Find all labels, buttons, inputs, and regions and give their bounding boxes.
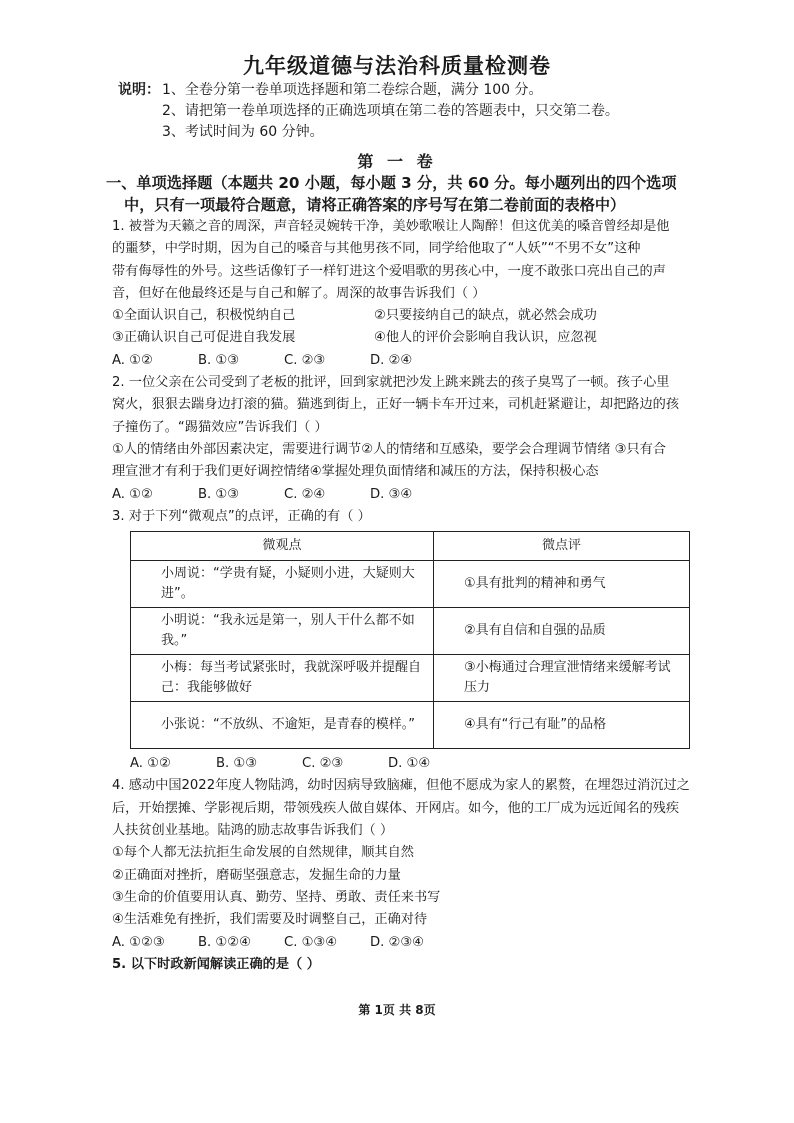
question-stem-line: 5. 以下时政新闻解读正确的是（ ） (112, 956, 320, 972)
instruction-item: 1、全卷分第一卷单项选择题和第二卷综合题，满分 100 分。 (162, 82, 543, 98)
instructions (118, 80, 758, 143)
volume-heading: 第 一 卷 (357, 152, 437, 171)
instruction-item: 3、考试时间为 60 分钟。 (162, 124, 324, 140)
question-stem-line: 1. 被誉为天籁之音的周深，声音轻灵婉转干净，美妙歌喉让人陶醉！但这优美的嗓音曾经却是他 (112, 219, 670, 234)
statement: ②只要接纳自己的缺点，就必然会成功 (374, 308, 597, 324)
statement: 理宣泄才有利于我们更好调控情绪④掌握处理负面情绪和减压的方法，保持积极心态 (112, 464, 599, 480)
question-stem-line: 音，但好在他最终还是与自己和解了。周深的故事告诉我们（ ） (112, 285, 486, 301)
option-c[interactable]: C. ②③ (284, 352, 326, 368)
statement: ①每个人都无法抗拒生命发展的自然规律，顺其自然 (112, 845, 414, 861)
option-c[interactable]: C. ①③④ (284, 934, 338, 950)
statement: ②正确面对挫折，磨砺坚强意志，发掘生命的力量 (112, 867, 401, 883)
option-b[interactable]: B. ①③ (216, 756, 258, 772)
question-stem-line: 3. 对于下列“微观点”的点评，正确的有（ ） (112, 508, 371, 524)
option-b[interactable]: B. ①②④ (198, 934, 251, 950)
option-b[interactable]: B. ①③ (198, 352, 240, 368)
table-row (131, 608, 690, 655)
question-1 (112, 216, 757, 372)
option-a[interactable]: A. ①② (112, 352, 153, 368)
table-header-row (131, 532, 690, 561)
table-row (131, 655, 690, 702)
question-4 (112, 775, 757, 953)
table-cell: 小张说：“不放纵、不逾矩，是青春的模样。” (131, 702, 434, 749)
table-cell: ③小梅通过合理宣泄情绪来缓解考试压力 (434, 655, 690, 702)
question-stem-line: 的噩梦，中学时期，因为自己的嗓音与其他男孩不同，同学给他取了“人妖”“不男不女”这种 (112, 241, 641, 257)
exam-title: 九年级道德与法治科质量检测卷 (243, 54, 551, 78)
page-footer: 第 1页 共 8页 (358, 1003, 436, 1017)
option-c[interactable]: C. ②④ (284, 486, 326, 502)
statement: ③生命的价值要用认真、勤劳、坚持、勇敢、责任来书写 (112, 889, 441, 905)
table-header: 微点评 (434, 532, 690, 561)
statement: ③正确认识自己可促进自我发展 (112, 330, 296, 346)
option-d[interactable]: D. ③④ (370, 486, 413, 502)
statement: ④生活难免有挫折，我们需要及时调整自己，正确对待 (112, 912, 428, 928)
table-row (131, 561, 690, 608)
answer-options (112, 484, 757, 506)
option-d[interactable]: D. ②④ (370, 352, 413, 368)
statement: ④他人的评价会影响自我认识，应忽视 (374, 330, 597, 346)
question-stem-line: 2. 一位父亲在公司受到了老板的批评，回到家就把沙发上跳来跳去的孩子臭骂了一顿。孩子心里 (112, 375, 670, 391)
option-c[interactable]: C. ②③ (302, 756, 344, 772)
option-a[interactable]: A. ①②③ (112, 934, 165, 950)
table-cell: ①具有批判的精神和勇气 (434, 561, 690, 608)
question-stem-line: 带有侮辱性的外号。这些话像钉子一样钉进这个爱唱歌的男孩心中，一度不敢张口亮出自己的声 (112, 263, 666, 279)
question-stem-line: 子撞伤了。“踢猫效应”告诉我们（ ） (112, 419, 328, 435)
table-cell: 小周说：“学贵有疑，小疑则小进，大疑则大进”。 (131, 561, 434, 608)
question-stem-line: 人扶贫创业基地。陆鸿的励志故事告诉我们（ ） (112, 823, 394, 839)
table-cell: ④具有“行己有耻”的品格 (434, 702, 690, 749)
option-a[interactable]: A. ①② (130, 756, 171, 772)
question-stem-line: 4. 感动中国2022年度人物陆鸿，幼时因病导致脑瘫，但他不愿成为家人的累赘，在埋怨过消沉过之 (112, 778, 690, 794)
option-d[interactable]: D. ①④ (388, 756, 431, 772)
table-row (131, 702, 690, 749)
option-b[interactable]: B. ①③ (198, 486, 240, 502)
answer-options (112, 932, 757, 954)
section-heading-line: 一、单项选择题（本题共 20 小题，每小题 3 分，共 60 分。每小题列出的四个选项 (106, 174, 677, 192)
statement: ①全面认识自己，积极悦纳自己 (112, 308, 296, 324)
question-3 (112, 506, 757, 776)
answer-options (112, 753, 757, 775)
question-stem-line: 窝火，狠狠去踹身边打滚的猫。猫逃到街上，正好一辆卡车开过来，司机赶紧避让，却把路边的孩 (112, 397, 680, 413)
table-cell: 小梅：每当考试紧张时，我就深呼吸并提醒自己：我能够做好 (131, 655, 434, 702)
answer-options (112, 350, 757, 372)
section-heading (106, 172, 757, 216)
table-header: 微观点 (131, 532, 434, 561)
option-d[interactable]: D. ②③④ (370, 934, 425, 950)
statement: ①人的情绪由外部因素决定，需要进行调节②人的情绪和互感染，要学会合理调节情绪 ③只有合 (112, 441, 666, 457)
instruction-item: 2、请把第一卷单项选择的正确选项填在第二卷的答题表中，只交第二卷。 (162, 103, 619, 119)
section-heading-line: 中，只有一项最符合题意，请将正确答案的序号写在第二卷前面的表格中） (124, 196, 626, 214)
instructions-label: 说明： (118, 82, 160, 98)
table-cell: ②具有自信和自强的品质 (434, 608, 690, 655)
question-2 (112, 372, 757, 506)
option-a[interactable]: A. ①② (112, 486, 153, 502)
question-stem-line: 后，开始摆摊、学影视后期，带领残疾人做自媒体、开网店。如今，他的工厂成为远近闻名的残疾 (112, 800, 680, 816)
question-content (106, 172, 757, 976)
table-cell: 小明说：“我永远是第一，别人干什么都不如我。” (131, 608, 434, 655)
question-5 (112, 954, 757, 976)
viewpoint-table (130, 531, 690, 749)
